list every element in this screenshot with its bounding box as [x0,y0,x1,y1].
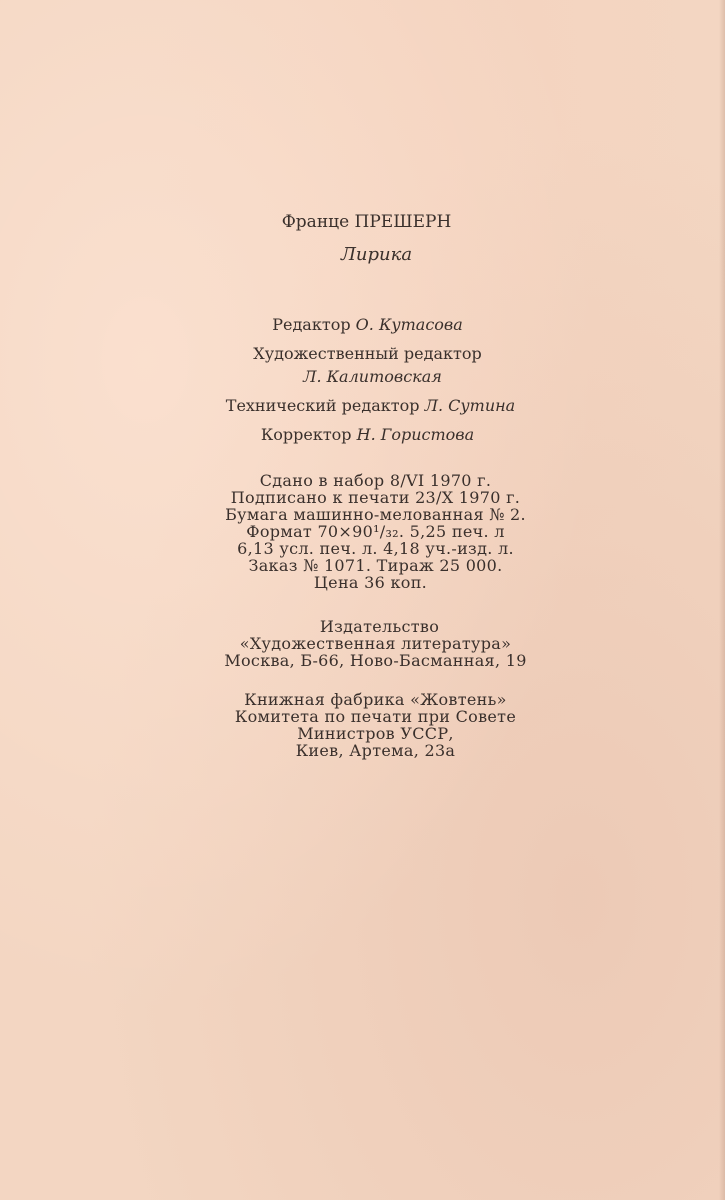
title-block [0,210,725,269]
proofreader-line [0,423,725,446]
printer-block [0,691,725,759]
author-name: Франце ПРЕШЕРН [281,212,452,232]
publisher-line: «Художественная литература» [239,634,512,653]
tech-editor-role: Технический редактор [225,396,420,415]
tech-editor-name: Л. Сутина [424,396,516,415]
art-editor-name: Л. Калитовская [303,367,442,386]
imprint-block [0,472,725,591]
imprint-line: Бумага машинно-мелованная № 2. [225,505,526,524]
proofreader-name: Н. Гористова [356,425,475,444]
imprint-line: Сдано в набор 8/VI 1970 г. [259,471,492,490]
proofreader-role: Корректор [260,425,352,444]
editor-name: О. Кутасова [355,315,463,334]
page-edge [719,0,725,1200]
printer-line: Министров УССР, [297,724,454,743]
printer-line: Комитета по печати при Совете [234,707,517,726]
imprint-line: Подписано к печати 23/X 1970 г. [230,488,521,507]
publisher-block [0,618,725,669]
imprint-line: 6,13 усл. печ. л. 4,18 уч.-изд. л. [237,539,514,558]
editor-role: Редактор [272,315,351,334]
imprint-line: Заказ № 1071. Тираж 25 000. [248,556,503,575]
publisher-line: Издательство [319,617,440,636]
printer-line: Киев, Артема, 23а [295,741,456,760]
publisher-line: Москва, Б-66, Ново-Басманная, 19 [224,651,527,670]
tech-editor-line [0,394,725,417]
art-editor-role: Художественный редактор [253,344,482,363]
credits-block [0,313,725,446]
imprint-line: Формат 70×90¹/₃₂. 5,25 печ. л [246,522,505,541]
printer-line: Книжная фабрика «Жовтень» [244,690,507,709]
book-title: Лирика [340,244,413,265]
editor-line [0,313,725,336]
imprint-line: Цена 36 коп. [313,573,428,592]
